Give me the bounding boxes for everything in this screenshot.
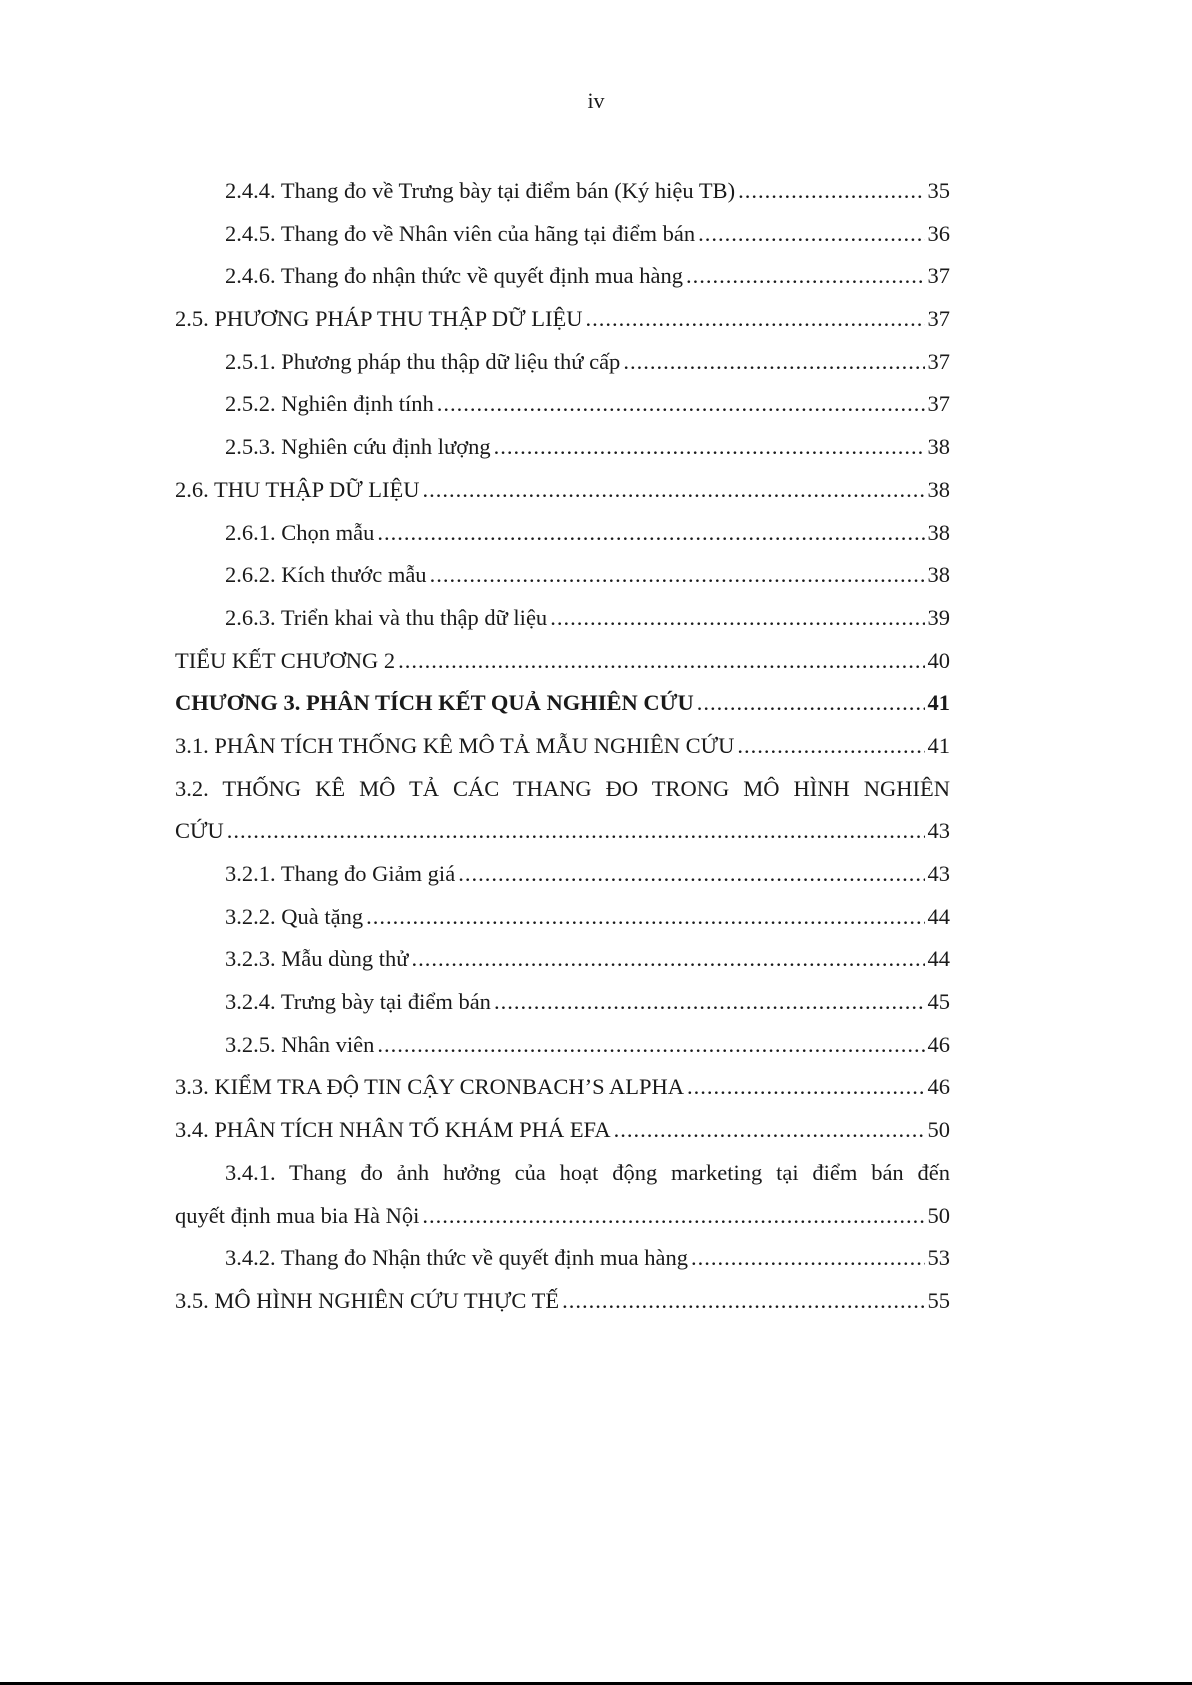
- dot-leader: [686, 255, 925, 298]
- toc-entry-title: 3.2.2. Quà tặng: [225, 903, 364, 929]
- toc-entry-title: CHƯƠNG 3. PHÂN TÍCH KẾT QUẢ NGHIÊN CỨU: [175, 690, 694, 716]
- toc-entry-page: 38: [927, 519, 950, 545]
- toc-entry-3-4-1[interactable]: [175, 1152, 950, 1237]
- toc-entry-title-line2: quyết định mua bia Hà Nội: [175, 1202, 420, 1228]
- dot-leader: [411, 938, 924, 981]
- toc-entry-title: 2.5.2. Nghiên định tính: [225, 391, 434, 417]
- toc-entry-3-4[interactable]: [175, 1109, 950, 1152]
- toc-entry-3-2-1[interactable]: [175, 853, 950, 896]
- toc-entry-title: 3.2.1. Thang đo Giảm giá: [225, 861, 456, 886]
- toc-entry-3-2-2[interactable]: [175, 896, 950, 939]
- dot-leader: [687, 1066, 924, 1109]
- table-of-contents: [175, 170, 950, 1323]
- dot-leader: [562, 1280, 924, 1323]
- toc-entry-title: 2.5.1. Phương pháp thu thập dữ liệu thứ cấp: [225, 348, 621, 374]
- toc-entry-page: 41: [927, 732, 950, 758]
- dot-leader: [698, 213, 924, 256]
- toc-entry-page: 36: [927, 220, 950, 246]
- dot-leader: [494, 426, 925, 469]
- toc-entry-page: 46: [927, 1074, 950, 1100]
- dot-leader: [423, 469, 925, 512]
- toc-entry-3-2-5[interactable]: [175, 1024, 950, 1067]
- toc-entry-title: 2.4.4. Thang đo về Trưng bày tại điểm bán (Ký hiệu TB): [225, 178, 736, 203]
- toc-entry-2-5[interactable]: [175, 298, 950, 341]
- dot-leader: [422, 1195, 924, 1238]
- toc-entry-page: 37: [927, 391, 950, 417]
- toc-entry-2-4-5[interactable]: [175, 213, 950, 256]
- toc-entry-page: 38: [927, 562, 950, 588]
- toc-entry-page: 50: [927, 1117, 950, 1143]
- toc-entry-title: 2.6.3. Triển khai và thu thập dữ liệu: [225, 604, 548, 630]
- toc-entry-page: 38: [927, 434, 950, 460]
- dot-leader: [398, 640, 924, 683]
- toc-entry-title-line2: CỨU: [175, 818, 224, 844]
- toc-entry-title: 2.4.6. Thang đo nhận thức về quyết định mua hàng: [225, 263, 683, 289]
- toc-entry-page: 44: [927, 903, 950, 929]
- toc-entry-page: 43: [927, 818, 950, 844]
- toc-entry-title-line1: 3.2. THỐNG KÊ MÔ TẢ CÁC THANG ĐO TRONG MÔ HÌNH NGHIÊN: [175, 775, 950, 801]
- toc-entry-page: 35: [927, 178, 950, 203]
- toc-entry-2-5-3[interactable]: [175, 426, 950, 469]
- toc-entry-page: 55: [927, 1287, 950, 1313]
- toc-entry-page: 40: [927, 647, 950, 673]
- toc-entry-2-6-2[interactable]: [175, 554, 950, 597]
- dot-leader: [430, 554, 925, 597]
- toc-entry-3-3[interactable]: [175, 1066, 950, 1109]
- toc-entry-title: 2.6.1. Chọn mẫu: [225, 519, 375, 545]
- dot-leader: [550, 597, 924, 640]
- toc-entry-page: 43: [927, 861, 950, 886]
- toc-entry-title: 2.4.5. Thang đo về Nhân viên của hãng tại điểm bán: [225, 220, 696, 246]
- toc-entry-page: 38: [927, 476, 950, 502]
- dot-leader: [738, 170, 924, 213]
- toc-entry-3-2-4[interactable]: [175, 981, 950, 1024]
- toc-entry-page: 53: [927, 1245, 950, 1271]
- toc-entry-page: 37: [927, 348, 950, 374]
- toc-entry-title: 3.2.3. Mẫu dùng thử: [225, 946, 409, 972]
- toc-entry-2-4-6[interactable]: [175, 255, 950, 298]
- dot-leader: [697, 682, 925, 725]
- toc-entry-2-6[interactable]: [175, 469, 950, 512]
- dot-leader: [227, 810, 925, 853]
- toc-entry-title: 3.4.2. Thang đo Nhận thức về quyết định mua hàng: [225, 1245, 688, 1271]
- dot-leader: [494, 981, 925, 1024]
- dot-leader: [377, 512, 924, 555]
- dot-leader: [737, 725, 924, 768]
- toc-entry-title: TIỂU KẾT CHƯƠNG 2: [175, 647, 396, 673]
- toc-entry-3-2[interactable]: [175, 768, 950, 853]
- toc-entry-title: 3.2.4. Trưng bày tại điểm bán: [225, 989, 491, 1015]
- dot-leader: [366, 896, 924, 939]
- toc-entry-2-6-1[interactable]: [175, 512, 950, 555]
- toc-entry-2-4-4[interactable]: [175, 170, 950, 213]
- toc-entry-title: 3.2.5. Nhân viên: [225, 1031, 375, 1057]
- toc-entry-3-5[interactable]: [175, 1280, 950, 1323]
- page-number: iv: [587, 88, 605, 113]
- toc-entry-chuong-3[interactable]: [175, 682, 950, 725]
- toc-entry-title: 2.5. PHƯƠNG PHÁP THU THẬP DỮ LIỆU: [175, 306, 583, 332]
- toc-entry-page: 39: [927, 604, 950, 630]
- toc-entry-tieu-ket-chuong-2[interactable]: [175, 640, 950, 683]
- dot-leader: [623, 341, 924, 384]
- toc-entry-title: 2.6.2. Kích thước mẫu: [225, 562, 427, 588]
- dot-leader: [691, 1237, 925, 1280]
- toc-entry-title: 3.5. MÔ HÌNH NGHIÊN CỨU THỰC TẾ: [175, 1287, 560, 1313]
- toc-entry-3-1[interactable]: [175, 725, 950, 768]
- toc-entry-page: 44: [927, 946, 950, 972]
- toc-entry-2-5-1[interactable]: [175, 341, 950, 384]
- toc-entry-title-line1: 3.4.1. Thang đo ảnh hưởng của hoạt động marketing tại điểm bán đến: [225, 1159, 950, 1185]
- toc-entry-page: 46: [927, 1031, 950, 1057]
- toc-entry-2-5-2[interactable]: [175, 383, 950, 426]
- toc-entry-page: 45: [927, 989, 950, 1015]
- toc-entry-title: 3.1. PHÂN TÍCH THỐNG KÊ MÔ TẢ MẪU NGHIÊN CỨU: [175, 732, 735, 758]
- toc-entry-2-6-3[interactable]: [175, 597, 950, 640]
- toc-entry-title: 3.3. KIỂM TRA ĐỘ TIN CẬY CRONBACH’S ALPHA: [175, 1074, 685, 1100]
- dot-leader: [614, 1109, 925, 1152]
- toc-entry-title: 2.5.3. Nghiên cứu định lượng: [225, 434, 491, 460]
- toc-entry-page: 41: [927, 690, 950, 716]
- toc-entry-3-2-3[interactable]: [175, 938, 950, 981]
- toc-entry-title: 2.6. THU THẬP DỮ LIỆU: [175, 476, 420, 502]
- toc-entry-page: 37: [927, 306, 950, 332]
- toc-entry-page: 50: [927, 1202, 950, 1228]
- dot-leader: [458, 853, 924, 896]
- dot-leader: [377, 1024, 924, 1067]
- toc-entry-title: 3.4. PHÂN TÍCH NHÂN TỐ KHÁM PHÁ EFA: [175, 1117, 611, 1143]
- toc-entry-page: 37: [927, 263, 950, 289]
- dot-leader: [437, 383, 925, 426]
- dot-leader: [585, 298, 924, 341]
- toc-entry-3-4-2[interactable]: [175, 1237, 950, 1280]
